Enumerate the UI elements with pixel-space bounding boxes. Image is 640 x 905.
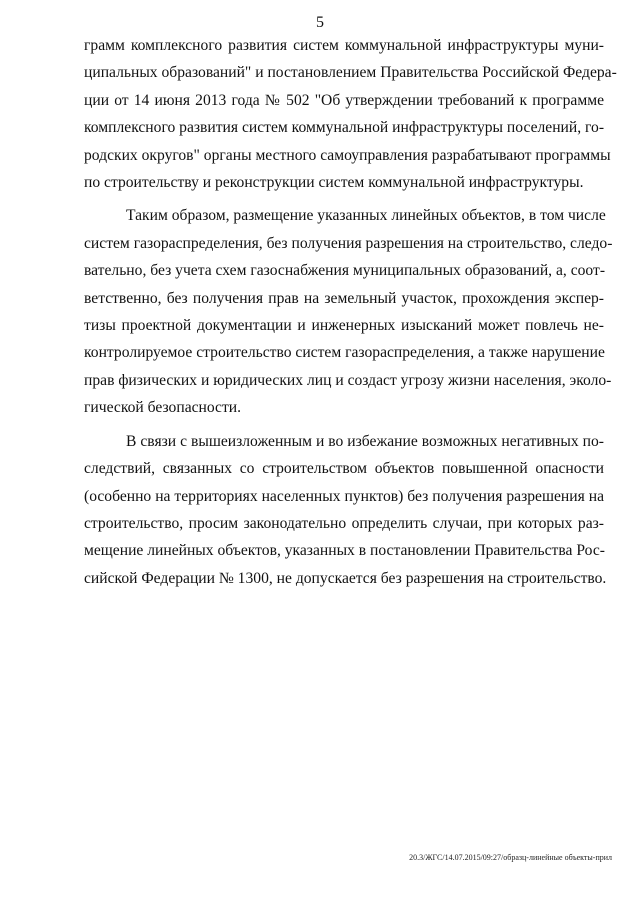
document-body — [84, 32, 617, 592]
text-line: (особенно на территориях населенных пунктов) без получения разрешения на — [84, 487, 604, 505]
paragraph-2 — [84, 202, 613, 421]
text-line: строительство, просим законодательно определить случаи, при которых раз- — [84, 514, 604, 532]
text-line: следствий, связанных со строительством объектов повышенной опасности — [84, 460, 604, 478]
text-line: прав физических и юридических лиц и создаст угрозу жизни населения, эколо- — [84, 371, 612, 389]
text-line: контролируемое строительство систем газораспределения, а также нарушение — [84, 344, 605, 362]
text-line: ции от 14 июня 2013 года № 502 "Об утверждении требований к программе — [84, 91, 604, 109]
page-number: 5 — [316, 14, 324, 31]
paragraph-1 — [84, 32, 617, 196]
paragraph-3 — [84, 428, 607, 592]
text-line: гической безопасности. — [84, 399, 242, 417]
text-line: В связи с вышеизложенным и во избежание возможных негативных по- — [126, 432, 604, 450]
text-line: комплексного развития систем коммунальной инфраструктуры поселений, го- — [84, 119, 605, 137]
text-line: вательно, без учета схем газоснабжения муниципальных образований, а, соот- — [84, 262, 606, 280]
text-line: родских округов" органы местного самоуправления разрабатывают программы — [84, 146, 611, 164]
text-line: сийской Федерации № 1300, не допускается без разрешения на строительство. — [84, 569, 607, 587]
text-line: мещение линейных объектов, указанных в постановлении Правительства Рос- — [84, 542, 605, 560]
text-line: ветственно, без получения прав на земельный участок, прохождения экспер- — [84, 289, 604, 307]
text-line: систем газораспределения, без получения разрешения на строительство, следо- — [84, 234, 613, 252]
text-line: по строительству и реконструкции систем коммунальной инфраструктуры. — [84, 174, 584, 192]
text-line: грамм комплексного развития систем коммунальной инфраструктуры муни- — [84, 37, 604, 54]
text-line: Таким образом, размещение указанных линейных объектов, в том числе — [126, 207, 606, 225]
text-line: ципальных образований" и постановлением Правительства Российской Федера- — [84, 64, 617, 82]
text-line: тизы проектной документации и инженерных изысканий может повлечь не- — [84, 317, 604, 335]
footer-file-code: 20.3/ЖГС/14.07.2015/09:27/образц-линейные объекты-прил — [409, 853, 612, 862]
